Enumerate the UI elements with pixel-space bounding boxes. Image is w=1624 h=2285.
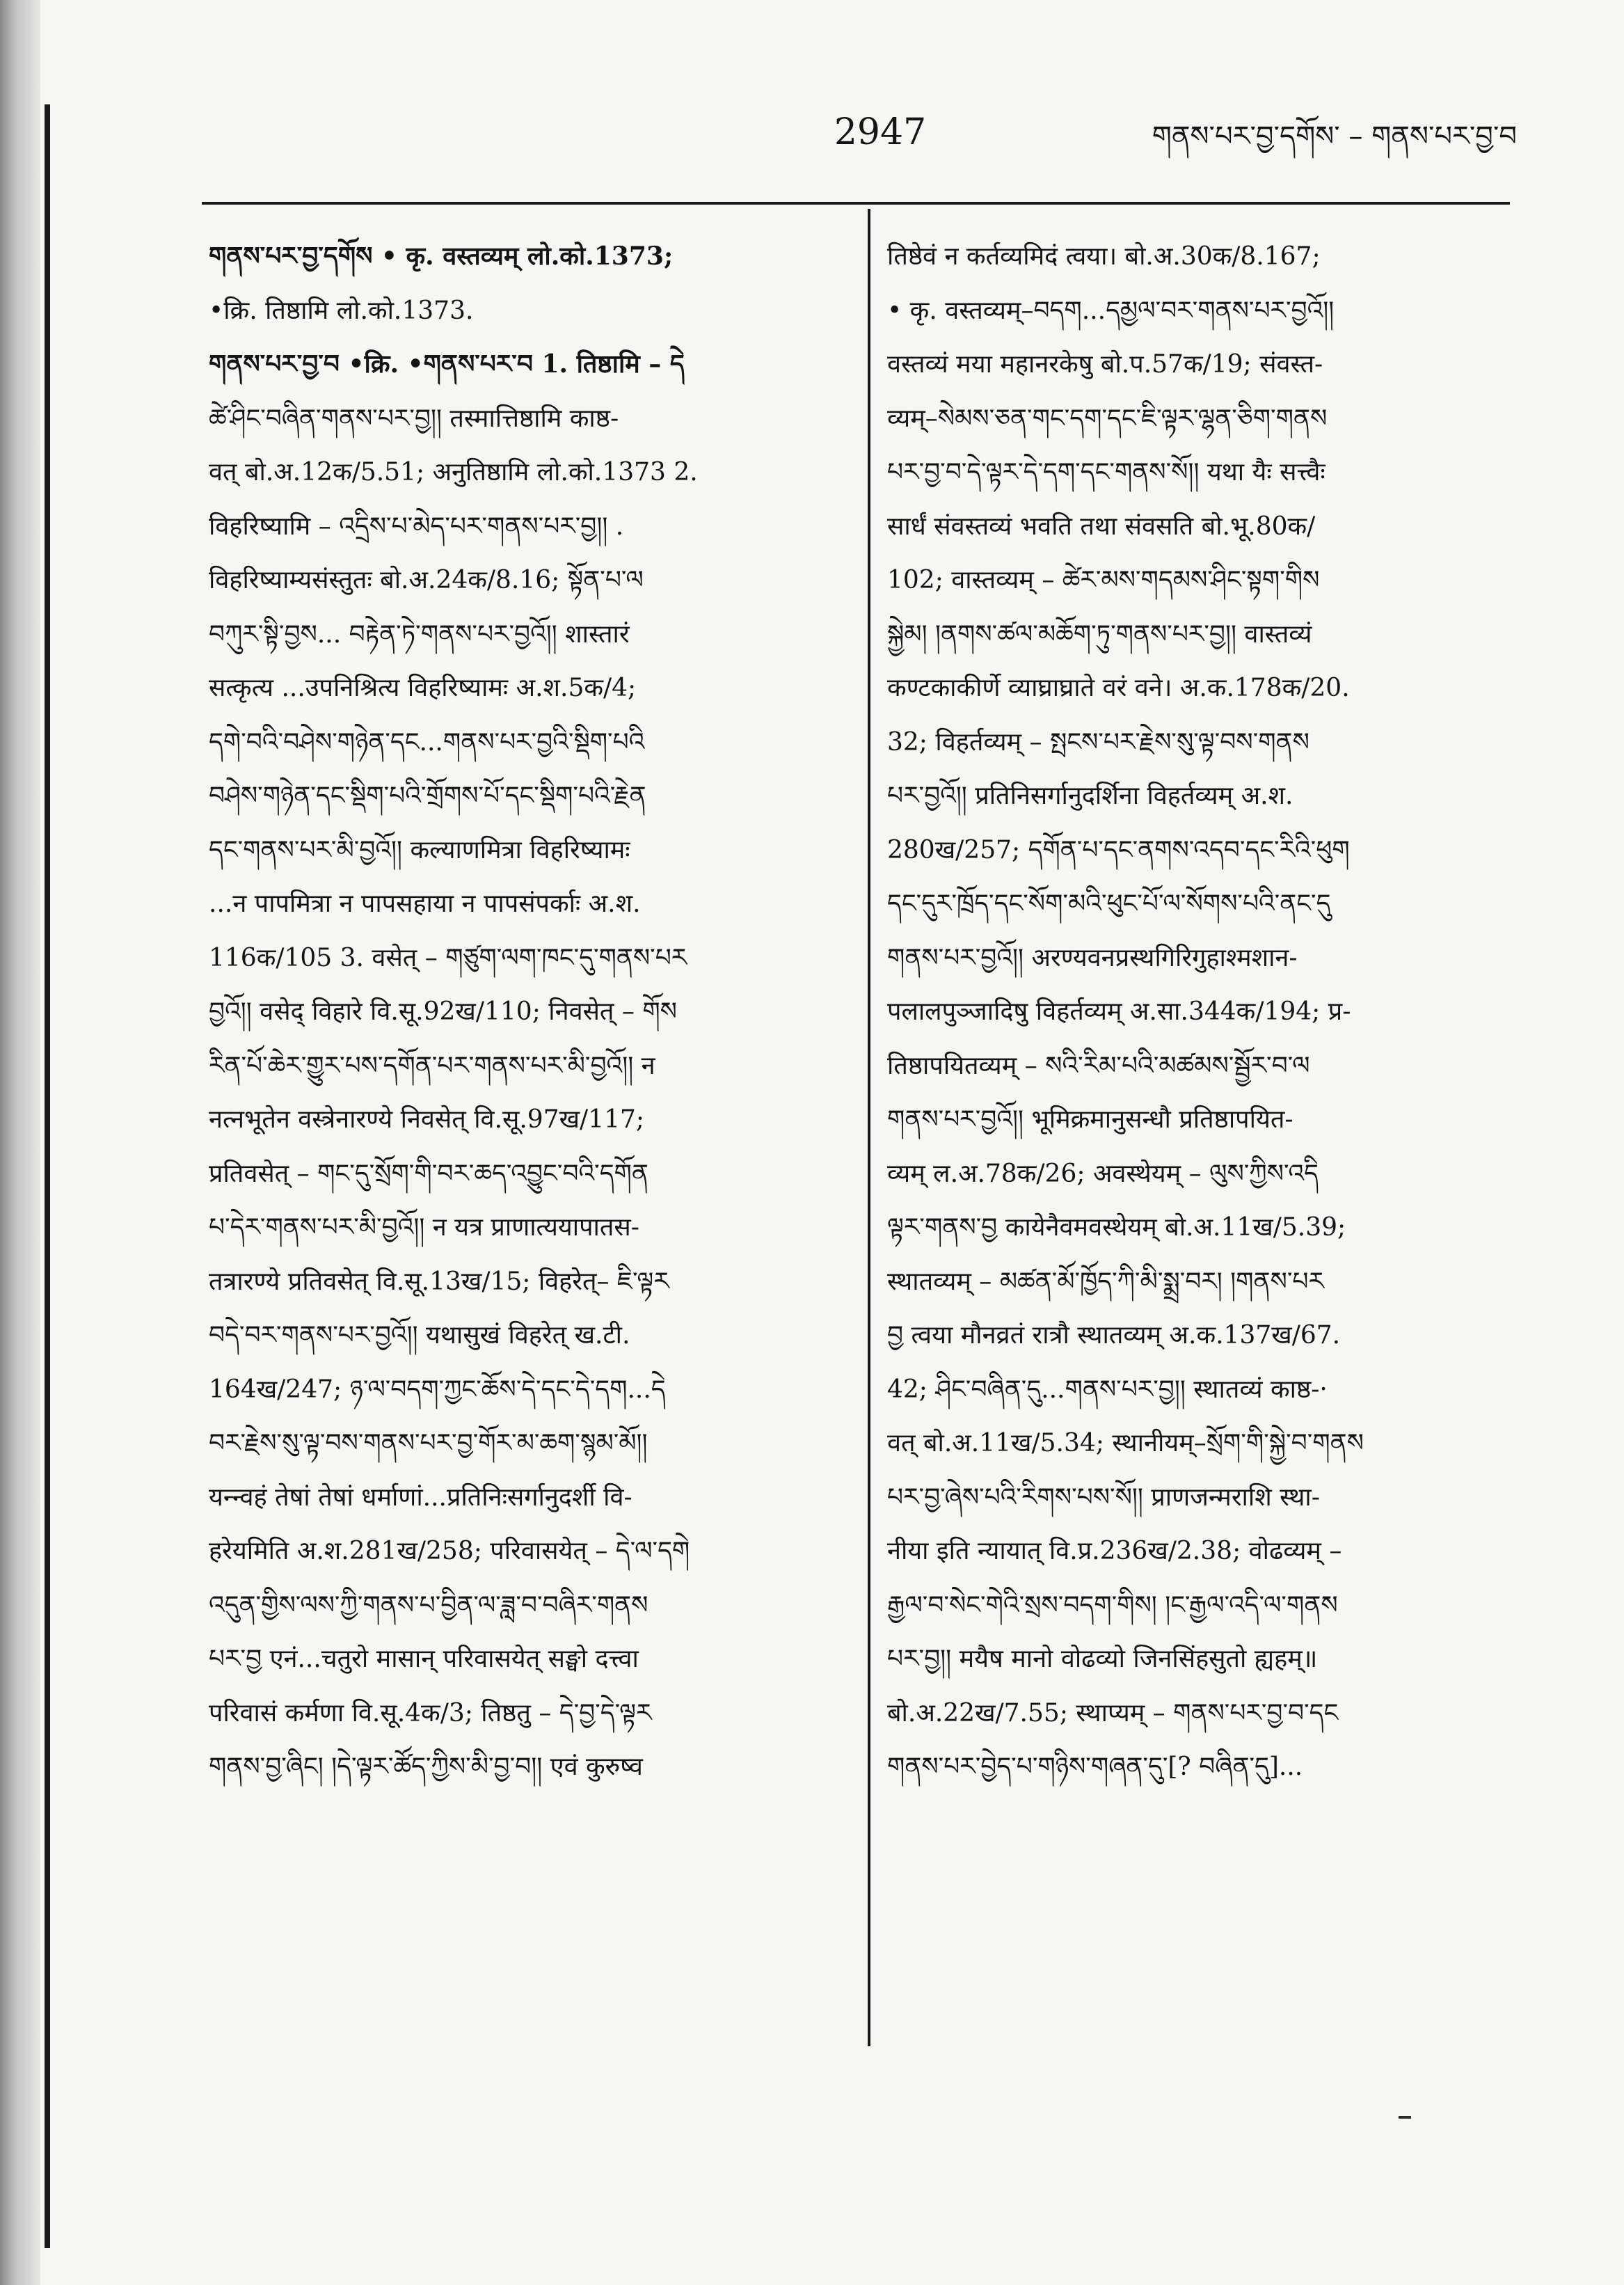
entry-line: པར་བྱའོ།། प्रतिनिसर्गानुदर्शिना विहर्तव्यम् अ.श.	[887, 782, 1293, 810]
left-column	[209, 230, 842, 2067]
column-divider	[868, 209, 870, 2046]
entry-line: सार्धं संवस्तव्यं भवति तथा संवसति बो.भू.80क/	[887, 512, 1316, 541]
entry-line: བར་རྗེས་སུ་ལྟ་བས་གནས་པར་བྱ་གོར་མ་ཆག་སྙམ་མོ།།	[209, 1429, 648, 1457]
entry-line: ...न पापमित्रा न पापसहाया न पापसंपर्काः अ.श.	[209, 890, 641, 918]
entry-line: སྐྱེམ། །ནགས་ཚལ་མཆོག་ཏུ་གནས་པར་བྱ།། वास्तव्यं	[887, 619, 1312, 649]
entry-line: •क्रि. तिष्ठामि लो.को.1373.	[209, 296, 474, 325]
entry-line: 280ख/257; དགོན་པ་དང་ནགས་འདབ་དང་རིའི་ཕུག	[887, 835, 1350, 864]
entry-line: གནས་པར་བྱེད་པ་གཉིས་གཞན་དུ་[? བཞིན་དུ]...	[887, 1753, 1303, 1781]
entry-line: དང་གནས་པར་མི་བྱའོ།། कल्याणमित्रा विहरिष्यामः	[209, 835, 630, 864]
entry-line: 164ख/247; ཉ་ལ་བདག་ཀྱང་ཆོས་དེ་དང་དེ་དག...དེ	[209, 1375, 666, 1404]
entry-line: བྱ त्वया मौनव्रतं रात्रौ स्थातव्यम् अ.क.137ख/67.	[887, 1321, 1341, 1350]
entry-line: वत् बो.अ.12क/5.51; अनुतिष्ठामि लो.को.1373 2.	[209, 458, 698, 487]
entry-line: 32; विहर्तव्यम् – སྤངས་པར་རྗེས་སུ་ལྟ་བས་གནས	[887, 727, 1309, 757]
header-rule	[202, 202, 1510, 205]
binding-edge	[45, 104, 50, 2248]
entry-line: རིན་པོ་ཆེར་གྱུར་པས་དགོན་པར་གནས་པར་མི་བྱའོ།། न	[209, 1051, 655, 1080]
entry-line: तत्रारण्ये प्रतिवसेत् वि.सू.13ख/15; विहरेत्– ཇི་ལྟར	[209, 1267, 669, 1296]
header-guide-words: གནས་པར་བྱ་དགོས་ – གནས་པར་བྱ་བ	[1152, 120, 1517, 152]
entry-line: व्यम् ल.अ.78क/26; अवस्थेयम् – ལུས་ཀྱིས་འདི	[887, 1159, 1319, 1188]
entry-line: རྒྱལ་བ་སེང་གེའི་སྲས་བདག་གིས། །ང་རྒྱལ་འདི་ལ་གནས	[887, 1590, 1338, 1620]
entry-line: नत्नभूतेन वस्त्रेनारण्ये निवसेत् वि.सू.97ख/117;	[209, 1105, 645, 1134]
entry-line: वस्तव्यं मया महानरकेषु बो.प.57क/19; संवस्त-	[887, 350, 1323, 379]
entry-line: व्यम्–སེམས་ཅན་གང་དག་དང་ཇི་ལྟར་ལྷན་ཅིག་གནས	[887, 404, 1328, 433]
entry-line: བཀུར་སྟི་བྱས... བརྟེན་ཏེ་གནས་པར་བྱའོ།། शास्तारं	[209, 619, 630, 649]
entry-line: परिवासं कर्मणा वि.सू.4क/3; तिष्ठतु – དེ་བྱ་དེ་ལྟར	[209, 1698, 652, 1727]
entry-line: 42; ཤིང་བཞིན་དུ...གནས་པར་བྱ།། स्थातव्यं काष्ठ-·	[887, 1375, 1328, 1404]
scan-speck	[1399, 2116, 1411, 2119]
scan-shadow	[0, 0, 40, 2285]
entry-line: प्रतिवसेत् – གང་དུ་སྲོག་གི་བར་ཆད་འབྱུང་བའི་དགོན	[209, 1159, 648, 1188]
entry-line: དགེ་བའི་བཤེས་གཉེན་དང...གནས་པར་བྱའི་སྡིག་པའི	[209, 727, 645, 757]
entry-line: यन्न्वहं तेषां तेषां धर्माणां...प्रतिनिःसर्गानुदर्शी वि-	[209, 1483, 632, 1512]
right-column	[887, 230, 1517, 2067]
entry-line: པར་བྱ་ཞེས་པའི་རིགས་པས་སོ།། प्राणजन्मराशि स्था-	[887, 1483, 1320, 1512]
entry-line: नीया इति न्यायात् वि.प्र.236ख/2.38; वोढव्यम् –	[887, 1537, 1342, 1565]
entry-line: དང་དུར་ཁྲོད་དང་སོག་མའི་ཕུང་པོ་ལ་སོགས་པའི་ནང་དུ	[887, 890, 1331, 918]
page-number: 2947	[834, 111, 927, 153]
entry-line: གནས་བྱ་ཞིང། །དེ་ལྟར་ཚོད་ཀྱིས་མི་བྱ་བ།། एवं कुरुष्व	[209, 1753, 643, 1781]
entry-line: विहरिष्याम्यसंस्तुतः बो.अ.24क/8.16; སྟོན་པ་ལ	[209, 566, 644, 594]
entry-line: འདུན་གྱིས་ལས་ཀྱི་གནས་པ་བྱིན་ལ་ཟླ་བ་བཞིར་གནས	[209, 1590, 648, 1620]
entry-line: तिष्ठापयितव्यम् – སའི་རིམ་པའི་མཚམས་སྦྱོར་བ་ལ	[887, 1051, 1310, 1080]
entry-line: ཚེ་ཤིང་བཞིན་གནས་པར་བྱ།། तस्मात्तिष्ठामि काष्ठ-	[209, 404, 619, 433]
entry-line: བཤེས་གཉེན་དང་སྡིག་པའི་གྲོགས་པོ་དང་སྡིག་པའི་རྗེན	[209, 782, 646, 810]
entry-line: बो.अ.22ख/7.55; स्थाप्यम् – གནས་པར་བྱ་བ་དང	[887, 1698, 1339, 1727]
entry-line: तिष्ठेवं न कर्तव्यमिदं त्वया। बो.अ.30क/8.167;	[887, 242, 1321, 271]
entry-line: • कृ. वस्तव्यम्–བདག...དམྱལ་བར་གནས་པར་བྱའོ།།	[887, 296, 1335, 325]
entry-line: सत्कृत्य ...उपनिश्रित्य विहरिष्यामः अ.श.5क/4;	[209, 674, 637, 702]
entry-line: विहरिष्यामि – འདྲིས་པ་མེད་པར་གནས་པར་བྱ།། .	[209, 512, 624, 541]
entry-line: བྱའོ།། वसेद् विहारे वि.सू.92ख/110; निवसेत् – གོས	[209, 997, 677, 1026]
entry-line: हरेयमिति अ.श.281ख/258; परिवासयेत् – དེ་ལ་དགེ	[209, 1537, 690, 1565]
entry-line: ལྟར་གནས་བྱ कायेनैवमवस्थेयम् बो.अ.11ख/5.39;	[887, 1213, 1346, 1242]
entry-line: པ་དེར་གནས་པར་མི་བྱའོ།། न यत्र प्राणात्ययापातस-	[209, 1213, 639, 1242]
entry-line: स्थातव्यम् – མཚན་མོ་ཁྱོད་ཀི་མི་སྨྲ་བར། །གནས་པར	[887, 1267, 1324, 1296]
entry-line: བདེ་བར་གནས་པར་བྱའོ།། यथासुखं विहरेत् ख.टी.	[209, 1321, 630, 1350]
entry-line: 116क/105 3. वसेत् – གཙུག་ལག་ཁང་དུ་གནས་པར	[209, 943, 687, 972]
entry-line: གནས་པར་བྱའོ།། अरण्यवनप्रस्थगिरिगुहाश्मशान-	[887, 943, 1298, 972]
entry-line: གནས་པར་བྱ་དགོས • कृ. वस्तव्यम् लो.को.1373;	[209, 242, 674, 271]
entry-line: གནས་པར་བྱ་བ •क्रि. •གནས་པར་བ 1. तिष्ठामि – དེ	[209, 349, 685, 379]
entry-line: वत् बो.अ.11ख/5.34; स्थानीयम्–སྲོག་གི་སྐྱེ་བ་གནས	[887, 1429, 1364, 1457]
entry-line: 102; वास्तव्यम् – ཚེར་མས་གདམས་ཤིང་སྟག་གིས	[887, 566, 1320, 594]
entry-line: པར་བྱ།། मयैष मानो वोढव्यो जिनसिंहसुतो ह्यहम्॥	[887, 1645, 1318, 1673]
entry-line: པར་བྱ एनं...चतुरो मासान् परिवासयेत् सङ्घो दत्त्वा	[209, 1645, 639, 1673]
entry-line: གནས་པར་བྱའོ།། भूमिक्रमानुसन्धौ प्रतिष्ठापयित-	[887, 1105, 1293, 1134]
entry-line: कण्टकाकीर्णे व्याघ्राघ्राते वरं वने। अ.क.178क/20.	[887, 674, 1350, 702]
entry-line: པར་བྱ་བ་དེ་ལྟར་དེ་དག་དང་གནས་སོ།། यथा यैः सत्त्वैः	[887, 458, 1326, 487]
entry-line: पलालपुञ्जादिषु विहर्तव्यम् अ.सा.344क/194; प्र-	[887, 997, 1351, 1026]
